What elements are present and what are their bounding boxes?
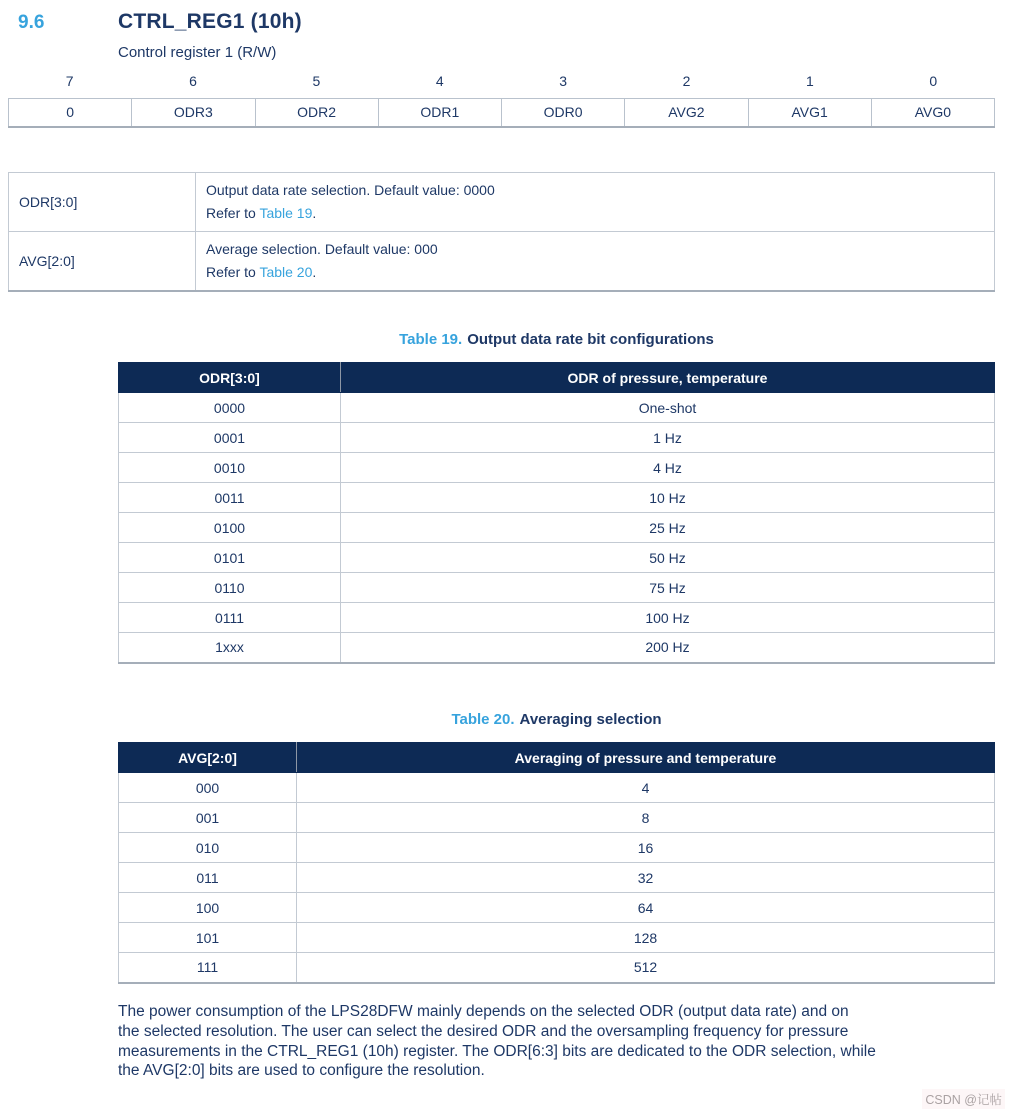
body-paragraph — [118, 1002, 998, 1081]
table-row — [119, 893, 995, 923]
row-value: 64 — [297, 893, 995, 923]
row-value: 100 Hz — [341, 603, 995, 633]
row-code: 0001 — [119, 423, 341, 453]
refer-suffix: . — [312, 264, 317, 280]
row-code: 0000 — [119, 393, 341, 423]
row-value: 200 Hz — [341, 633, 995, 663]
bit-field-cell: AVG0 — [871, 99, 994, 127]
watermark: CSDN @记帖 — [922, 1089, 1005, 1109]
column-header: ODR of pressure, temperature — [341, 363, 995, 393]
field-name: AVG[2:0] — [9, 232, 196, 292]
bit-field-cell: ODR3 — [132, 99, 255, 127]
register-subtitle: Control register 1 (R/W) — [118, 44, 277, 61]
bit-field-cell: ODR1 — [378, 99, 501, 127]
row-code: 101 — [119, 923, 297, 953]
row-value: 512 — [297, 953, 995, 983]
row-code: 0111 — [119, 603, 341, 633]
row-code: 100 — [119, 893, 297, 923]
field-name: ODR[3:0] — [9, 173, 196, 232]
table-row — [119, 483, 995, 513]
column-header: ODR[3:0] — [119, 363, 341, 393]
bit-number: 4 — [435, 73, 444, 89]
table-row — [119, 863, 995, 893]
row-value: 128 — [297, 923, 995, 953]
row-value: 32 — [297, 863, 995, 893]
table-row — [119, 543, 995, 573]
page-title: CTRL_REG1 (10h) — [118, 10, 302, 33]
field-description — [196, 232, 995, 292]
paragraph-line: measurements in the CTRL_REG1 (10h) register. The ODR[6:3] bits are dedicated to the ODR selection, while — [118, 1042, 876, 1060]
row-code: 011 — [119, 863, 297, 893]
table-20-link[interactable]: Table 20 — [259, 264, 313, 280]
table-row — [119, 393, 995, 423]
bit-number-row — [8, 73, 995, 89]
paragraph-line: the selected resolution. The user can select the desired ODR and the oversampling frequency for pressure — [118, 1022, 849, 1040]
bit-number: 3 — [559, 73, 568, 89]
row-code: 0100 — [119, 513, 341, 543]
column-header: Averaging of pressure and temperature — [297, 743, 995, 773]
table-row — [119, 633, 995, 663]
refer-prefix: Refer to — [206, 264, 260, 280]
row-code: 0101 — [119, 543, 341, 573]
table-row — [119, 833, 995, 863]
table-19-link[interactable]: Table 19 — [259, 205, 313, 221]
table-row — [119, 513, 995, 543]
bit-field-cell: AVG1 — [748, 99, 871, 127]
bit-number: 1 — [806, 73, 814, 89]
table-20-caption-label: Table 20. — [451, 711, 515, 728]
field-descriptions-table — [8, 172, 995, 292]
register-bit-table — [8, 98, 995, 128]
table-row — [119, 953, 995, 983]
table-row — [119, 573, 995, 603]
paragraph-line: the AVG[2:0] bits are used to configure the resolution. — [118, 1062, 485, 1080]
table-row — [119, 773, 995, 803]
row-code: 0110 — [119, 573, 341, 603]
field-refer-line — [206, 261, 984, 284]
row-value: 16 — [297, 833, 995, 863]
bit-number: 2 — [682, 73, 691, 89]
refer-prefix: Refer to — [206, 205, 260, 221]
field-refer-line — [206, 202, 984, 225]
table-row — [119, 803, 995, 833]
row-value: 4 — [297, 773, 995, 803]
table-20-caption — [118, 711, 995, 728]
row-code: 000 — [119, 773, 297, 803]
bit-field-cell: 0 — [9, 99, 132, 127]
table-20-caption-title: Averaging selection — [519, 711, 662, 728]
row-code: 1xxx — [119, 633, 341, 663]
table-row — [119, 603, 995, 633]
table-header-row — [119, 363, 995, 393]
table-19-caption — [118, 331, 995, 348]
bit-field-cell: AVG2 — [625, 99, 748, 127]
table-header-row — [119, 743, 995, 773]
table-row — [119, 453, 995, 483]
row-code: 001 — [119, 803, 297, 833]
table-row — [9, 232, 995, 292]
bit-number: 5 — [312, 73, 321, 89]
row-value: 10 Hz — [341, 483, 995, 513]
field-description-text: Average selection. Default value: 000 — [206, 241, 438, 257]
row-value: 8 — [297, 803, 995, 833]
row-value: One-shot — [341, 393, 995, 423]
row-code: 0011 — [119, 483, 341, 513]
table-20 — [118, 742, 995, 984]
row-code: 111 — [119, 953, 297, 983]
row-value: 75 Hz — [341, 573, 995, 603]
bit-field-cell: ODR2 — [255, 99, 378, 127]
bit-number: 0 — [929, 73, 938, 89]
row-value: 50 Hz — [341, 543, 995, 573]
row-value: 1 Hz — [341, 423, 995, 453]
field-description-text: Output data rate selection. Default value: 0000 — [206, 182, 495, 198]
table-19-caption-label: Table 19. — [399, 331, 463, 348]
bit-field-cell: ODR0 — [502, 99, 625, 127]
table-19 — [118, 362, 995, 664]
table-19-caption-title: Output data rate bit configurations — [467, 331, 714, 348]
table-row — [9, 99, 995, 127]
row-value: 4 Hz — [341, 453, 995, 483]
row-value: 25 Hz — [341, 513, 995, 543]
field-description — [196, 173, 995, 232]
bit-number: 6 — [189, 73, 197, 89]
section-number: 9.6 — [18, 12, 45, 33]
row-code: 0010 — [119, 453, 341, 483]
paragraph-line: The power consumption of the LPS28DFW mainly depends on the selected ODR (output data rate) and on — [118, 1003, 849, 1020]
table-row — [119, 923, 995, 953]
row-code: 010 — [119, 833, 297, 863]
refer-suffix: . — [312, 205, 317, 221]
column-header: AVG[2:0] — [119, 743, 297, 773]
table-row — [9, 173, 995, 232]
table-row — [119, 423, 995, 453]
bit-number: 7 — [65, 73, 74, 89]
